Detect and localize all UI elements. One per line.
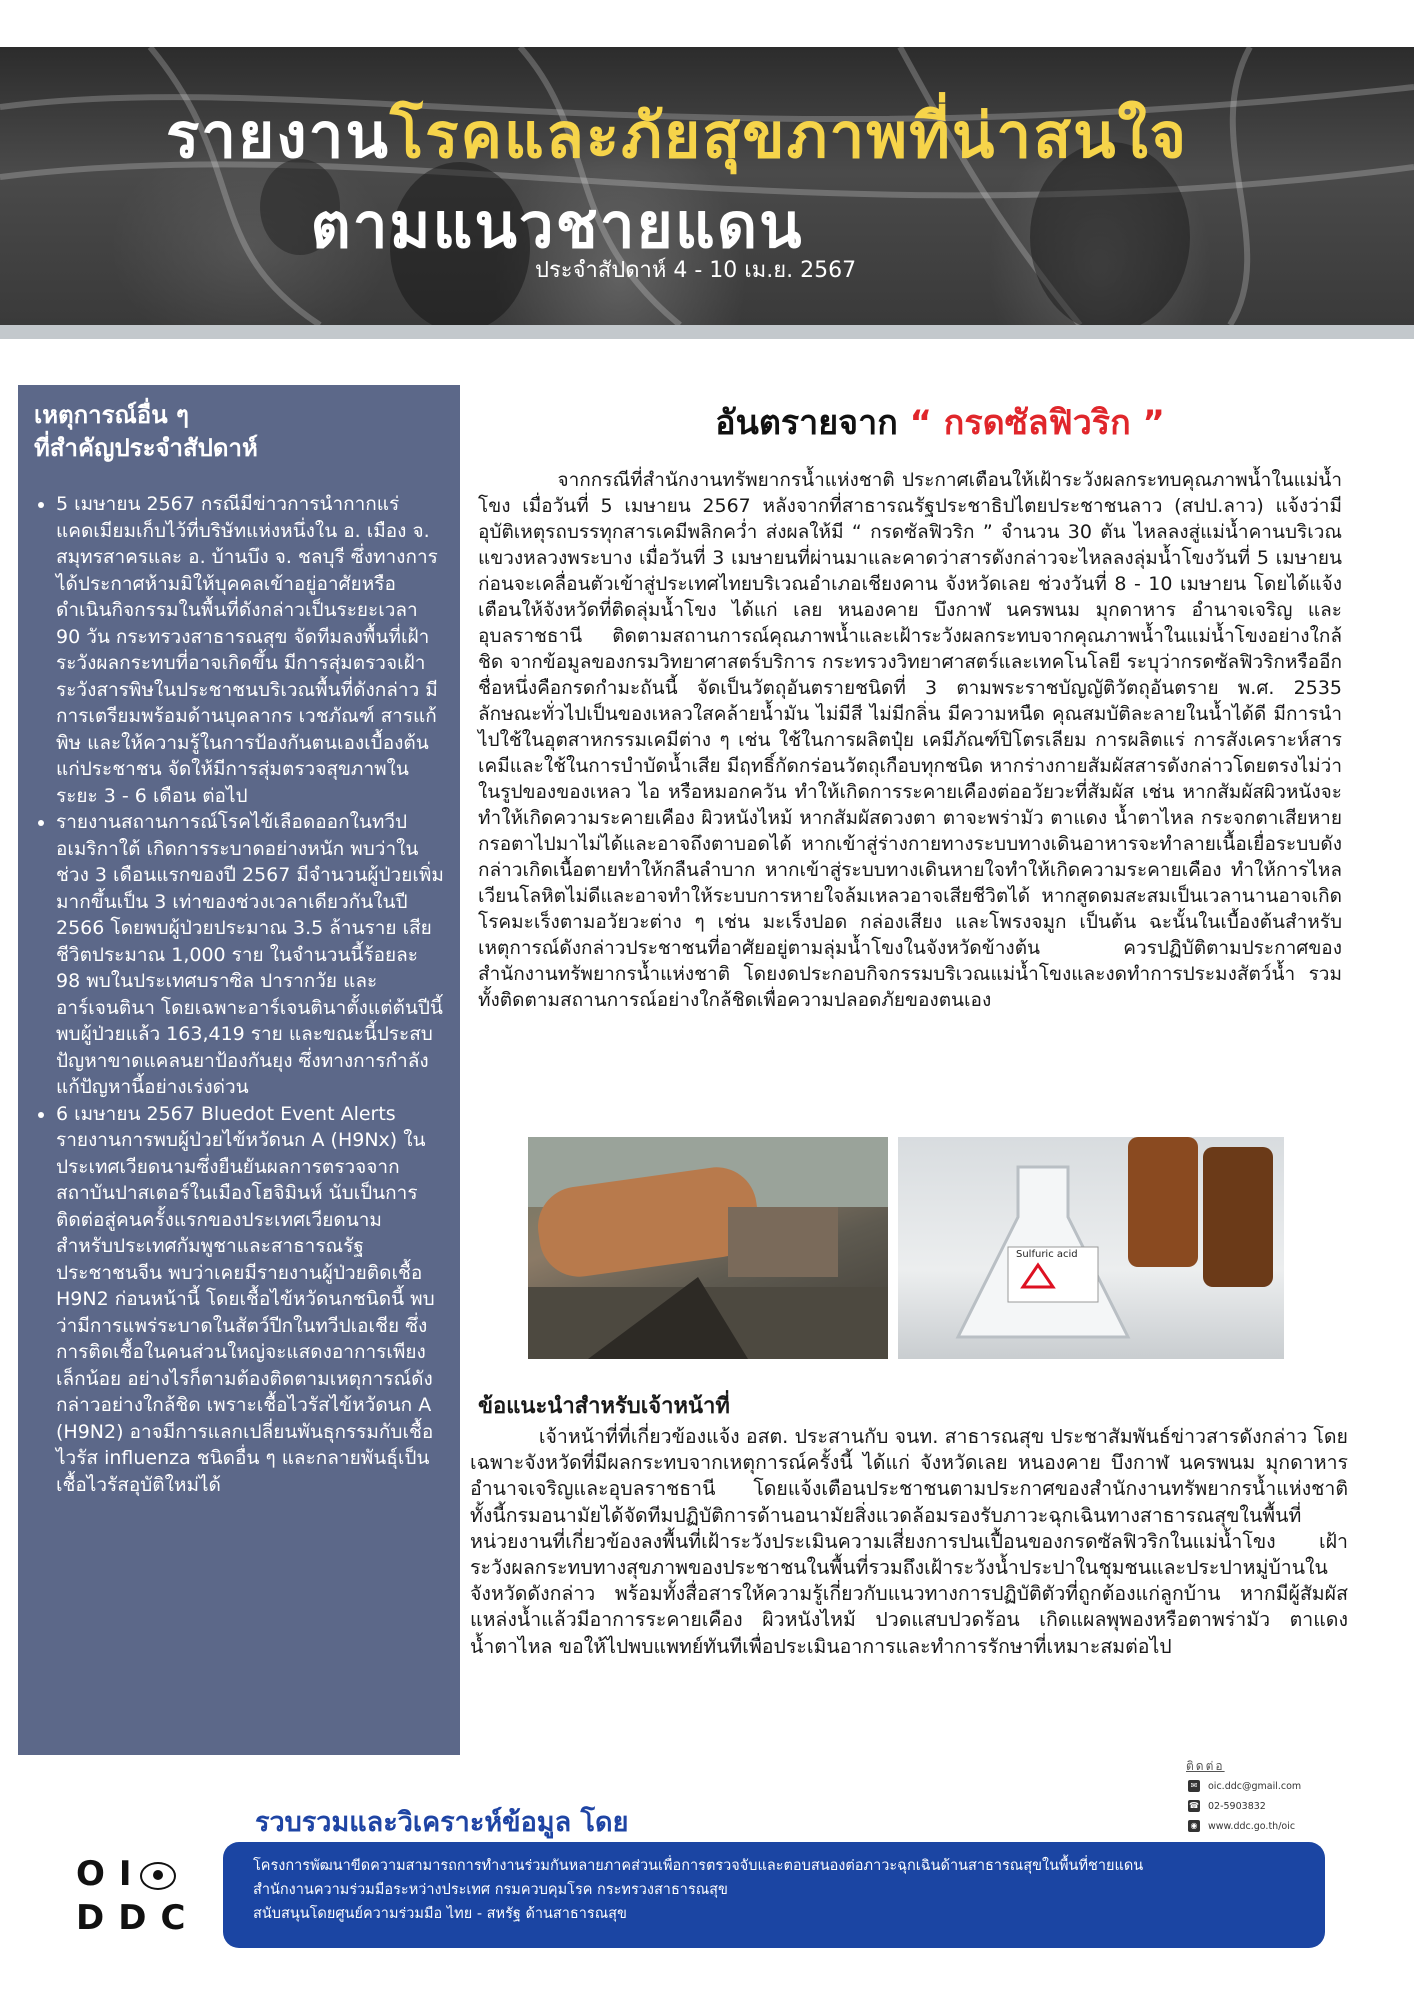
page-title-line2: ตามแนวชายแดน — [310, 189, 804, 262]
flask-label: Sulfuric acid — [1016, 1249, 1078, 1260]
footer-credits — [223, 1842, 1325, 1948]
list-item: • 5 เมษายน 2567 กรณีมีข่าวการนำกากแร่แคดเมียมเก็บไว้ที่บริษัทแห่งหนึ่งใน อ. เมือง จ. สมุทรสาครและ อ. บ้านบึง จ. ชลบุรี ซึ่งทางการได้ประกาศห้ามมิให้บุคคลเข้าอยู่อาศัยหรือดำเนินกิจกรรมในพื้นที่ดังกล่าวเป็นระยะเวลา 90 วัน กระทรวงสาธารณสุข จัดทีมลงพื้นที่เฝ้าระวังผลกระทบที่อาจเกิดขึ้น มีการสุ่มตรวจเฝ้าระวังสารพิษในประชาชนบริเวณพื้นที่ดังกล่าว มีการเตรียมพร้อมด้านบุคลากร เวชภัณฑ์ สารแก้พิษ และให้ความรู้ในการป้องกันตนเองเบื้องต้นแก่ประชาชน จัดให้มีการสุ่มตรวจสุขภาพในระยะ 3 - 6 เดือน ต่อไป — [56, 491, 444, 809]
eye-icon — [140, 1862, 176, 1890]
header-divider — [0, 325, 1414, 339]
sidebar-other-events — [18, 385, 460, 1755]
recommendation-heading: ข้อแนะนำสำหรับเจ้าหน้าที่ — [478, 1394, 730, 1419]
footer-line-project: โครงการพัฒนาขีดความสามารถการทำงานร่วมกันหลายภาคส่วนเพื่อการตรวจจับและตอบสนองต่อภาวะฉุกเฉินด้านสาธารณสุขในพื้นที่ชายแดน — [253, 1858, 1144, 1874]
footer-line-office: สำนักงานความร่วมมือระหว่างประเทศ กรมควบคุมโรค กระทรวงสาธารณสุข — [253, 1882, 728, 1898]
contact-website[interactable]: ◉ www.ddc.go.th/oic — [1188, 1820, 1295, 1832]
contact-email[interactable]: ✉ oic.ddc@gmail.com — [1188, 1780, 1301, 1792]
page-title-line1: รายงานโรคและภัยสุขภาพที่น่าสนใจ — [165, 99, 1189, 172]
report-week: ประจำสัปดาห์ 4 - 10 เม.ย. 2567 — [535, 258, 857, 283]
overturned-truck-photo — [528, 1137, 888, 1359]
contact-phone[interactable]: ☎ 02-5903832 — [1189, 1800, 1266, 1812]
recommendation-body: เจ้าหน้าที่ที่เกี่ยวข้องแจ้ง อสต. ประสานกับ จนท. สาธารณสุข ประชาสัมพันธ์ข่าวสารดังกล่าว โดยเฉพาะจังหวัดที่มีผลกระทบจากเหตุการณ์ครั้งนี้ ได้แก่ จังหวัดเลย หนองคาย บึงกาฬ นครพนม มุกดาหาร อำนาจเจริญและอุบลราชธานี โดยแจ้งเตือนประชาชนตามประกาศของสำนักงานทรัพยากรน้ำแห่งชาติ ทั้งนี้กรมอนามัยได้จัดทีมปฏิบัติการด้านอนามัยสิ่งแวดล้อมรองรับภาวะฉุกเฉินทางสาธารณสุขในพื้นที่ หน่วยงานที่เกี่ยวข้องลงพื้นที่เฝ้าระวังประเมินความเสี่ยงการปนเปื้อนของกรดซัลฟิวริกในแม่น้ำโขง เฝ้าระวังผลกระทบทางสุขภาพของประชาชนในพื้นที่รวมถึงเฝ้าระวังน้ำประปาในชุมชนและประปาหมู่บ้านในจังหวัดดังกล่าว พร้อมทั้งสื่อสารให้ความรู้เกี่ยวกับแนวทางการปฏิบัติตัวที่ถูกต้องแก่ลูกบ้าน หากมีผู้สัมผัสแหล่งน้ำแล้วมีอาการระคายเคือง ผิวหนังไหม้ ปวดแสบปวดร้อน เกิดแผลพุพองหรือตาพร่ามัว ตาแดง น้ำตาไหล ขอให้ไปพบแพทย์ทันทีเพื่อประเมินอาการและทำการรักษาที่เหมาะสมต่อไป — [470, 1425, 1355, 1658]
sidebar-event-list — [34, 491, 444, 1498]
main-article — [478, 395, 1349, 1013]
list-item: • 6 เมษายน 2567 Bluedot Event Alerts รายงานการพบผู้ป่วยไข้หวัดนก A (H9Nx) ในประเทศเวียดนามซึ่งยืนยันผลการตรวจจากสถาบันปาสเตอร์ในเมืองโฮจิมินห์ นับเป็นการติดต่อสู่คนครั้งแรกของประเทศเวียดนาม สำหรับประเทศกัมพูชาและสาธารณรัฐประชาชนจีน พบว่าเคยมีรายงานผู้ป่วยติดเชื้อ H9N2 ก่อนหน้านี้ โดยเชื้อไข้หวัดนกชนิดนี้ พบว่ามีการแพร่ระบาดในสัตว์ปีกในทวีปเอเชีย ซึ่งการติดเชื้อในคนส่วนใหญ่จะแสดงอาการเพียงเล็กน้อย อย่างไรก็ตามต้องติดตามเหตุการณ์ดังกล่าวอย่างใกล้ชิด เพราะเชื้อไวรัสไข้หวัดนก A (H9N2) อาจมีการแลกเปลี่ยนพันธุกรรมกับเชื้อไวรัส influenza ชนิดอื่น ๆ และกลายพันธุ์เป็นเชื้อไวรัสอุบัติใหม่ได้ — [56, 1101, 444, 1499]
email-icon: ✉ — [1188, 1780, 1200, 1792]
footer-line-support: สนับสนุนโดยศูนย์ความร่วมมือ ไทย - สหรัฐ ด้านสาธารณสุข — [253, 1906, 627, 1922]
phone-icon: ☎ — [1189, 1801, 1199, 1810]
article-title: อันตรายจาก “ กรดซัลฟิวริก ” — [715, 403, 1165, 443]
globe-icon: ◉ — [1188, 1820, 1200, 1832]
sulfuric-acid-flask-photo — [898, 1137, 1284, 1359]
footer-heading: รวบรวมและวิเคราะห์ข้อมูล โดย — [255, 1807, 629, 1838]
oic-ddc-logo: OI DDC — [76, 1854, 200, 1938]
list-item: • รายงานสถานการณ์โรคไข้เลือดออกในทวีปอเมริกาใต้ เกิดการระบาดอย่างหนัก พบว่าในช่วง 3 เดือนแรกของปี 2567 มีจำนวนผู้ป่วยเพิ่มมากขึ้นเป็น 3 เท่าของช่วงเวลาเดียวกันในปี 2566 โดยพบผู้ป่วยประมาณ 3.5 ล้านราย เสียชีวิตประมาณ 1,000 ราย ในจำนวนนี้ร้อยละ 98 พบในประเทศบราซิล ปารากวัย และอาร์เจนตินา โดยเฉพาะอาร์เจนตินาตั้งแต่ต้นปีนี้ พบผู้ป่วยแล้ว 163,419 ราย และขณะนี้ประสบปัญหาขาดแคลนยาป้องกันยุง ซึ่งทางการกำลังแก้ปัญหานี้อย่างเร่งด่วน — [56, 809, 444, 1101]
article-body: จากกรณีที่สำนักงานทรัพยากรน้ำแห่งชาติ ประกาศเตือนให้เฝ้าระวังผลกระทบคุณภาพน้ำในแม่น้ำโขง เมื่อวันที่ 5 เมษายน 2567 หลังจากที่สาธารณรัฐประชาธิปไตยประชาชนลาว (สปป.ลาว) แจ้งว่ามีอุบัติเหตุรถบรรทุกสารเคมีพลิกคว่ำ ส่งผลให้มี “ กรดซัลฟิวริก ” จำนวน 30 ตัน ไหลลงสู่แม่น้ำคานบริเวณแขวงหลวงพระบาง เมื่อวันที่ 3 เมษายนที่ผ่านมาและคาดว่าสารดังกล่าวจะไหลลงลุ่มน้ำโขงวันที่ 5 เมษายน ก่อนจะเคลื่อนตัวเข้าสู่ประเทศไทยบริเวณอำเภอเชียงคาน จังหวัดเลย ช่วงวันที่ 8 - 10 เมษายน โดยได้แจ้งเตือนให้จังหวัดที่ติดลุ่มน้ำโขง ได้แก่ เลย หนองคาย บึงกาฬ นครพนม มุกดาหาร อำนาจเจริญ และอุบลราชธานี ติดตามสถานการณ์คุณภาพน้ำและเฝ้าระวังผลกระทบจากคุณภาพน้ำในแม่น้ำโขงอย่างใกล้ชิด จากข้อมูลของกรมวิทยาศาสตร์บริการ กระทรวงวิทยาศาสตร์และเทคโนโลยี ระบุว่ากรดซัลฟิวริกหรืออีกชื่อหนึ่งคือกรดกำมะถันนี้ จัดเป็นวัตถุอันตรายชนิดที่ 3 ตามพระราชบัญญัติวัตถุอันตราย พ.ศ. 2535 ลักษณะทั่วไปเป็นของเหลวใสคล้ายน้ำมัน ไม่มีสี ไม่มีกลิ่น มีความหนืด คุณสมบัติละลายในน้ำได้ดี มีการนำไปใช้ในอุตสาหกรรมเคมีต่าง ๆ เช่น ใช้ในการผลิตปุ๋ย เคมีภัณฑ์ปิโตรเลียม การผลิตแร่ การสังเคราะห์สารเคมีและใช้ในการบำบัดน้ำเสีย มีฤทธิ์กัดกร่อนวัตถุเกือบทุกชนิด หากร่างกายสัมผัสสารดังกล่าวโดยตรงไม่ว่าในรูปของของเหลว ไอ หรือหมอกควัน ทำให้เกิดการระคายเคืองต่ออวัยวะที่สัมผัส เช่น หากสัมผัสผิวหนังจะทำให้เกิดความระคายเคือง ผิวหนังไหม้ หากสัมผัสดวงตา ตาจะพร่ามัว ตาแดง น้ำตาไหล กระจกตาเสียหาย กรอตาไปมาไม่ได้และอาจถึงตาบอดได้ หากเข้าสู่ร่างกายทางระบบทางเดินอาหารจะทำลายเนื้อเยื่อระบบดังกล่าวเกิดเนื้อตายทำให้กลืนลำบาก หากเข้าสู่ระบบทางเดินหายใจทำให้เกิดความระคายเคือง ทำให้การไหลเวียนโลหิตไม่ดีและอาจทำให้ระบบการหายใจล้มเหลวอาจเสียชีวิตได้ หากสูดดมสะสมเป็นเวลานานอาจเกิดโรคมะเร็งตามอวัยวะต่าง ๆ เช่น มะเร็งปอด กล่องเสียง และโพรงจมูก เป็นต้น ฉะนั้นในเบื้องต้นสำหรับเหตุการณ์ดังกล่าวประชาชนที่อาศัยอยู่ตามลุ่มน้ำโขงในจังหวัดข้างต้น ควรปฏิบัติตามประกาศของสำนักงานทรัพยากรน้ำแห่งชาติ โดยงดประกอบกิจกรรมบริเวณแม่น้ำโขงและงดทำการประมงสัตว์น้ำ รวมทั้งติดตามสถานการณ์อย่างใกล้ชิดเพื่อความปลอดภัยของตนเอง — [478, 469, 1349, 1011]
contact-heading: ติดต่อ — [1186, 1759, 1225, 1773]
header-banner — [0, 47, 1414, 325]
article-photos — [528, 1137, 1284, 1359]
sidebar-heading: เหตุการณ์อื่น ๆ ที่สำคัญประจำสัปดาห์ — [34, 401, 258, 462]
